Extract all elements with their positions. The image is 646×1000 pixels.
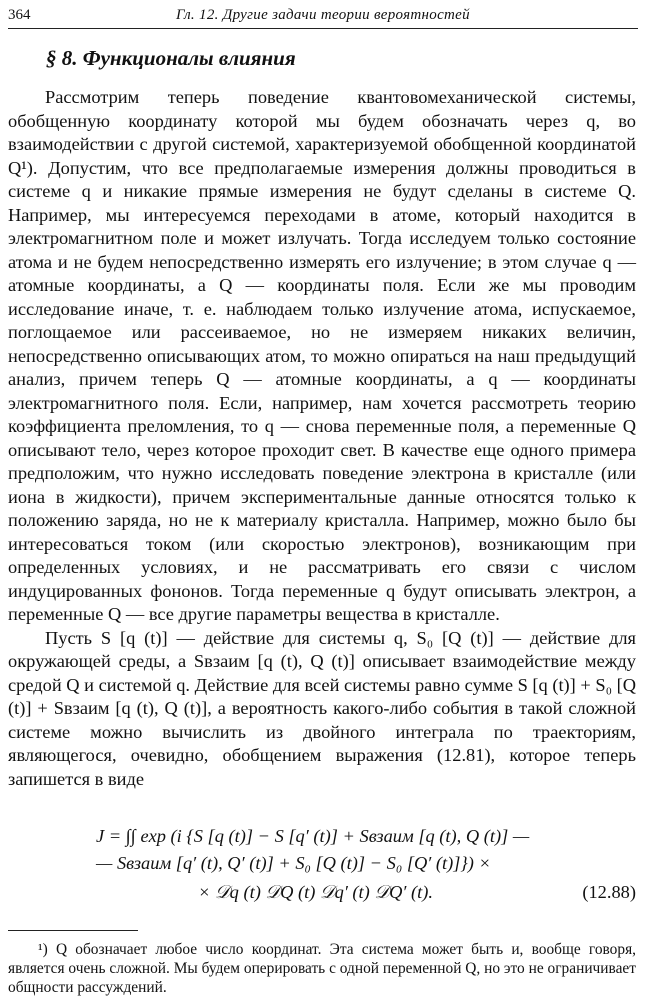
body-text	[8, 86, 636, 791]
section-title: § 8. Функционалы влияния	[46, 46, 296, 70]
footnote-divider	[8, 930, 138, 931]
footnote	[8, 940, 636, 997]
equation-line-1: J = ∫∫ exp (i {S [q (t)] − S [q′ (t)] + Sвзаим [q (t), Q (t)] —	[96, 826, 530, 846]
running-title: Гл. 12. Другие задачи теории вероятностей	[176, 7, 470, 23]
footnote-text: ¹) Q обозначает любое число координат. Эта система может быть и, вообще говоря, является очень сложной. Мы будем оперировать с одной переменной Q, но это не ограничивает общности рассуждений.	[8, 941, 636, 996]
paragraph-2: Пусть S [q (t)] — действие для системы q, S₀ [Q (t)] — действие для окружающей среды, а Sвзаим [q (t), Q (t)] описывает взаимодействие между средой Q и системой q. Действие для всей системы равно сумме S [q (t)] + S₀ [Q (t)] + Sвзаим [q (t), Q (t)], а вероятность какого-либо события в такой сложной системе можно вычислить из двойного интеграла по траекториям, являющегося, очевидно, обобщением выражения (12.81), которое теперь запишется в виде	[8, 627, 637, 789]
page-number: 364	[8, 7, 31, 23]
equation-number: (12.88)	[582, 882, 636, 902]
page-header	[8, 4, 638, 29]
equation-line-2: — Sвзаим [q′ (t), Q′ (t)] + S₀ [Q (t)] − S₀ [Q′ (t)]}) ×	[96, 853, 491, 873]
paragraph-1: Рассмотрим теперь поведение квантовомеханической системы, обобщенную координату которой мы будем обозначать через q, во взаимодействии с другой системой, характеризуемой обобщенной координатой Q¹). Допустим, что все предполагаемые измерения должны проводиться в системе q и никакие прямые измерения не будут сделаны в системе Q. Например, мы интересуемся переходами в атоме, который находится в электромагнитном поле и может излучать. Тогда исследуем только состояние атома и не будем непосредственно измерять его излучение; в этом случае q — атомные координаты, а Q — координаты поля. Если же мы проводим исследование иначе, т. е. наблюдаем только излучение атома, испускаемое, поглощаемое или рассеиваемое, но не измеряем никаких величин, непосредственно описывающих атом, то можно опираться на наш предыдущий анализ, причем теперь Q — атомные координаты, а q — координаты электромагнитного поля. Если, например, нам хочется рассмотреть теорию коэффициента преломления, то q — снова переменные поля, а переменные Q описывают тело, через которое проходит свет. В качестве еще одного примера предположим, что нужно исследовать поведение электрона в кристалле (или иона в жидкости), причем экспериментальные данные относятся только к положению заряда, но не к материалу кристалла. Например, можно было бы интересоваться током (или скоростью электронов), возникающим при определенных условиях, и не рассматривать его связи с числом индуцированных фононов. Тогда переменные q будут описывать электрон, а переменные Q — все другие параметры вещества в кристалле.	[8, 87, 636, 624]
equation-line-3: × 𝒟q (t) 𝒟Q (t) 𝒟q′ (t) 𝒟Q′ (t).	[198, 882, 433, 902]
